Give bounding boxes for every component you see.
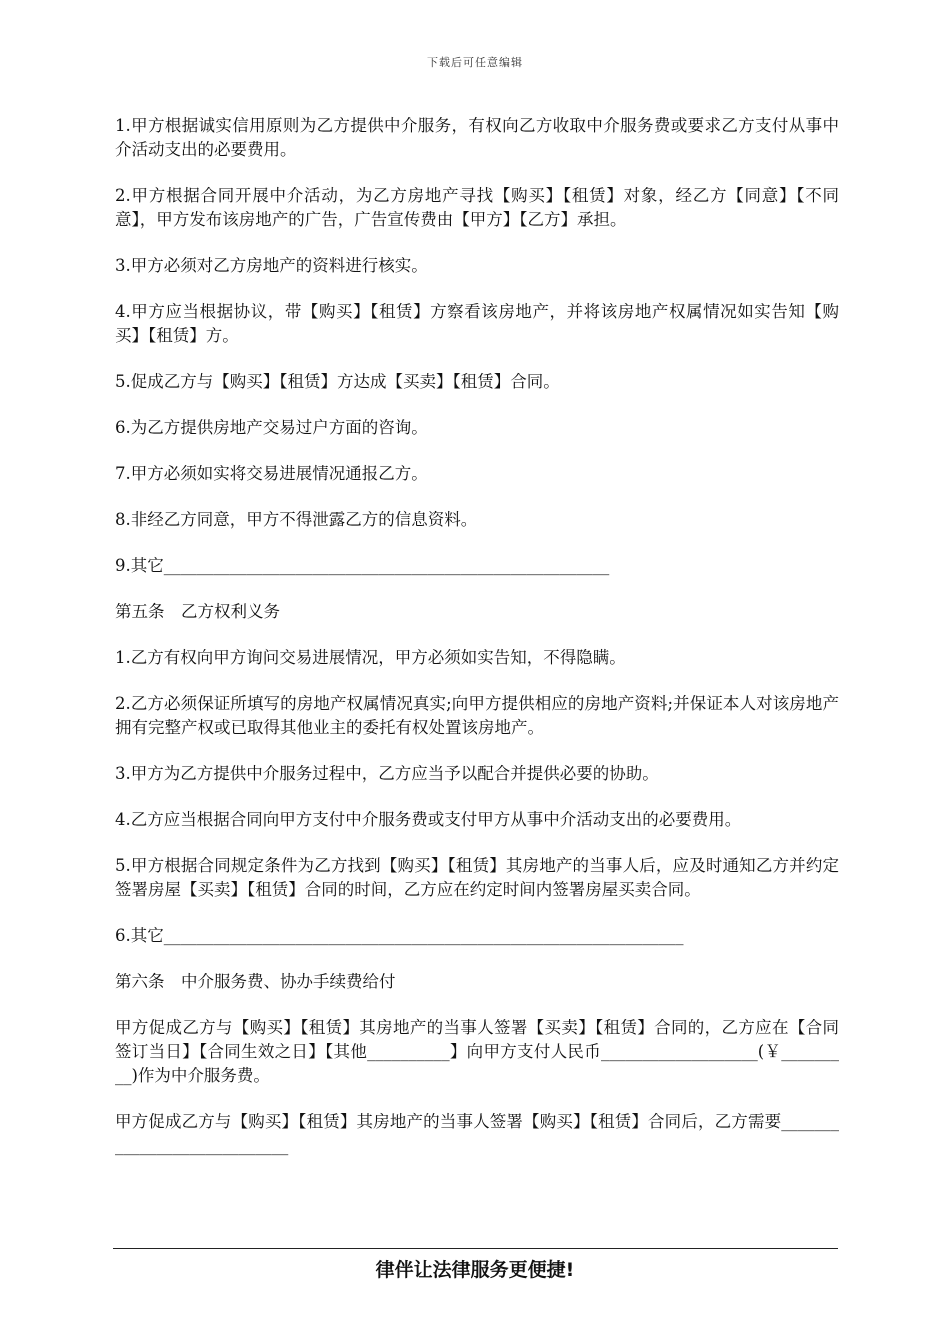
clause-paragraph: 甲方促成乙方与【购买】【租赁】其房地产的当事人签署【买卖】【租赁】合同的，乙方应在【合同签订当日】【合同生效之日】【其他__________】向甲方支付人民币___________________(￥_________)作为中介服务费。	[115, 1018, 839, 1085]
clause-paragraph: 6.其它_______________________________________________________________	[115, 926, 684, 945]
article-heading: 第六条 中介服务费、协办手续费给付	[115, 972, 396, 991]
clause-paragraph: 9.其它______________________________________________________	[115, 556, 610, 575]
clause-paragraph: 6.为乙方提供房地产交易过户方面的咨询。	[115, 418, 428, 437]
clause-paragraph: 3.甲方为乙方提供中介服务过程中，乙方应当予以配合并提供必要的协助。	[115, 764, 659, 783]
clause-paragraph: 1.甲方根据诚实信用原则为乙方提供中介服务，有权向乙方收取中介服务费或要求乙方支付从事中介活动支出的必要费用。	[115, 116, 839, 159]
clause-paragraph: 8.非经乙方同意，甲方不得泄露乙方的信息资料。	[115, 510, 478, 529]
document-body	[115, 114, 839, 1180]
clause-paragraph: 甲方促成乙方与【购买】【租赁】其房地产的当事人签署【购买】【租赁】合同后，乙方需要____________________________	[115, 1112, 839, 1155]
clause-paragraph: 2.乙方必须保证所填写的房地产权属情况真实;向甲方提供相应的房地产资料;并保证本人对该房地产拥有完整产权或已取得其他业主的委托有权处置该房地产。	[115, 694, 839, 737]
clause-paragraph: 3.甲方必须对乙方房地产的资料进行核实。	[115, 256, 428, 275]
clause-paragraph: 5.促成乙方与【购买】【租赁】方达成【买卖】【租赁】合同。	[115, 372, 560, 391]
clause-paragraph: 4.乙方应当根据合同向甲方支付中介服务费或支付甲方从事中介活动支出的必要费用。	[115, 810, 742, 829]
page-header-note: 下载后可任意编辑	[427, 56, 523, 69]
footer-slogan: 律伴让法律服务更便捷!	[375, 1259, 575, 1281]
clause-paragraph: 1.乙方有权向甲方询问交易进展情况，甲方必须如实告知，不得隐瞒。	[115, 648, 626, 667]
clause-paragraph: 7.甲方必须如实将交易进展情况通报乙方。	[115, 464, 428, 483]
clause-paragraph: 5.甲方根据合同规定条件为乙方找到【购买】【租赁】其房地产的当事人后，应及时通知乙方并约定签署房屋【买卖】【租赁】合同的时间，乙方应在约定时间内签署房屋买卖合同。	[115, 856, 839, 899]
clause-paragraph: 4.甲方应当根据协议，带【购买】【租赁】方察看该房地产，并将该房地产权属情况如实告知【购买】【租赁】方。	[115, 302, 839, 345]
footer-divider	[113, 1248, 838, 1249]
clause-paragraph: 2.甲方根据合同开展中介活动，为乙方房地产寻找【购买】【租赁】对象，经乙方【同意】【不同意】，甲方发布该房地产的广告，广告宣传费由【甲方】【乙方】承担。	[115, 186, 839, 229]
article-heading: 第五条 乙方权利义务	[115, 602, 280, 621]
